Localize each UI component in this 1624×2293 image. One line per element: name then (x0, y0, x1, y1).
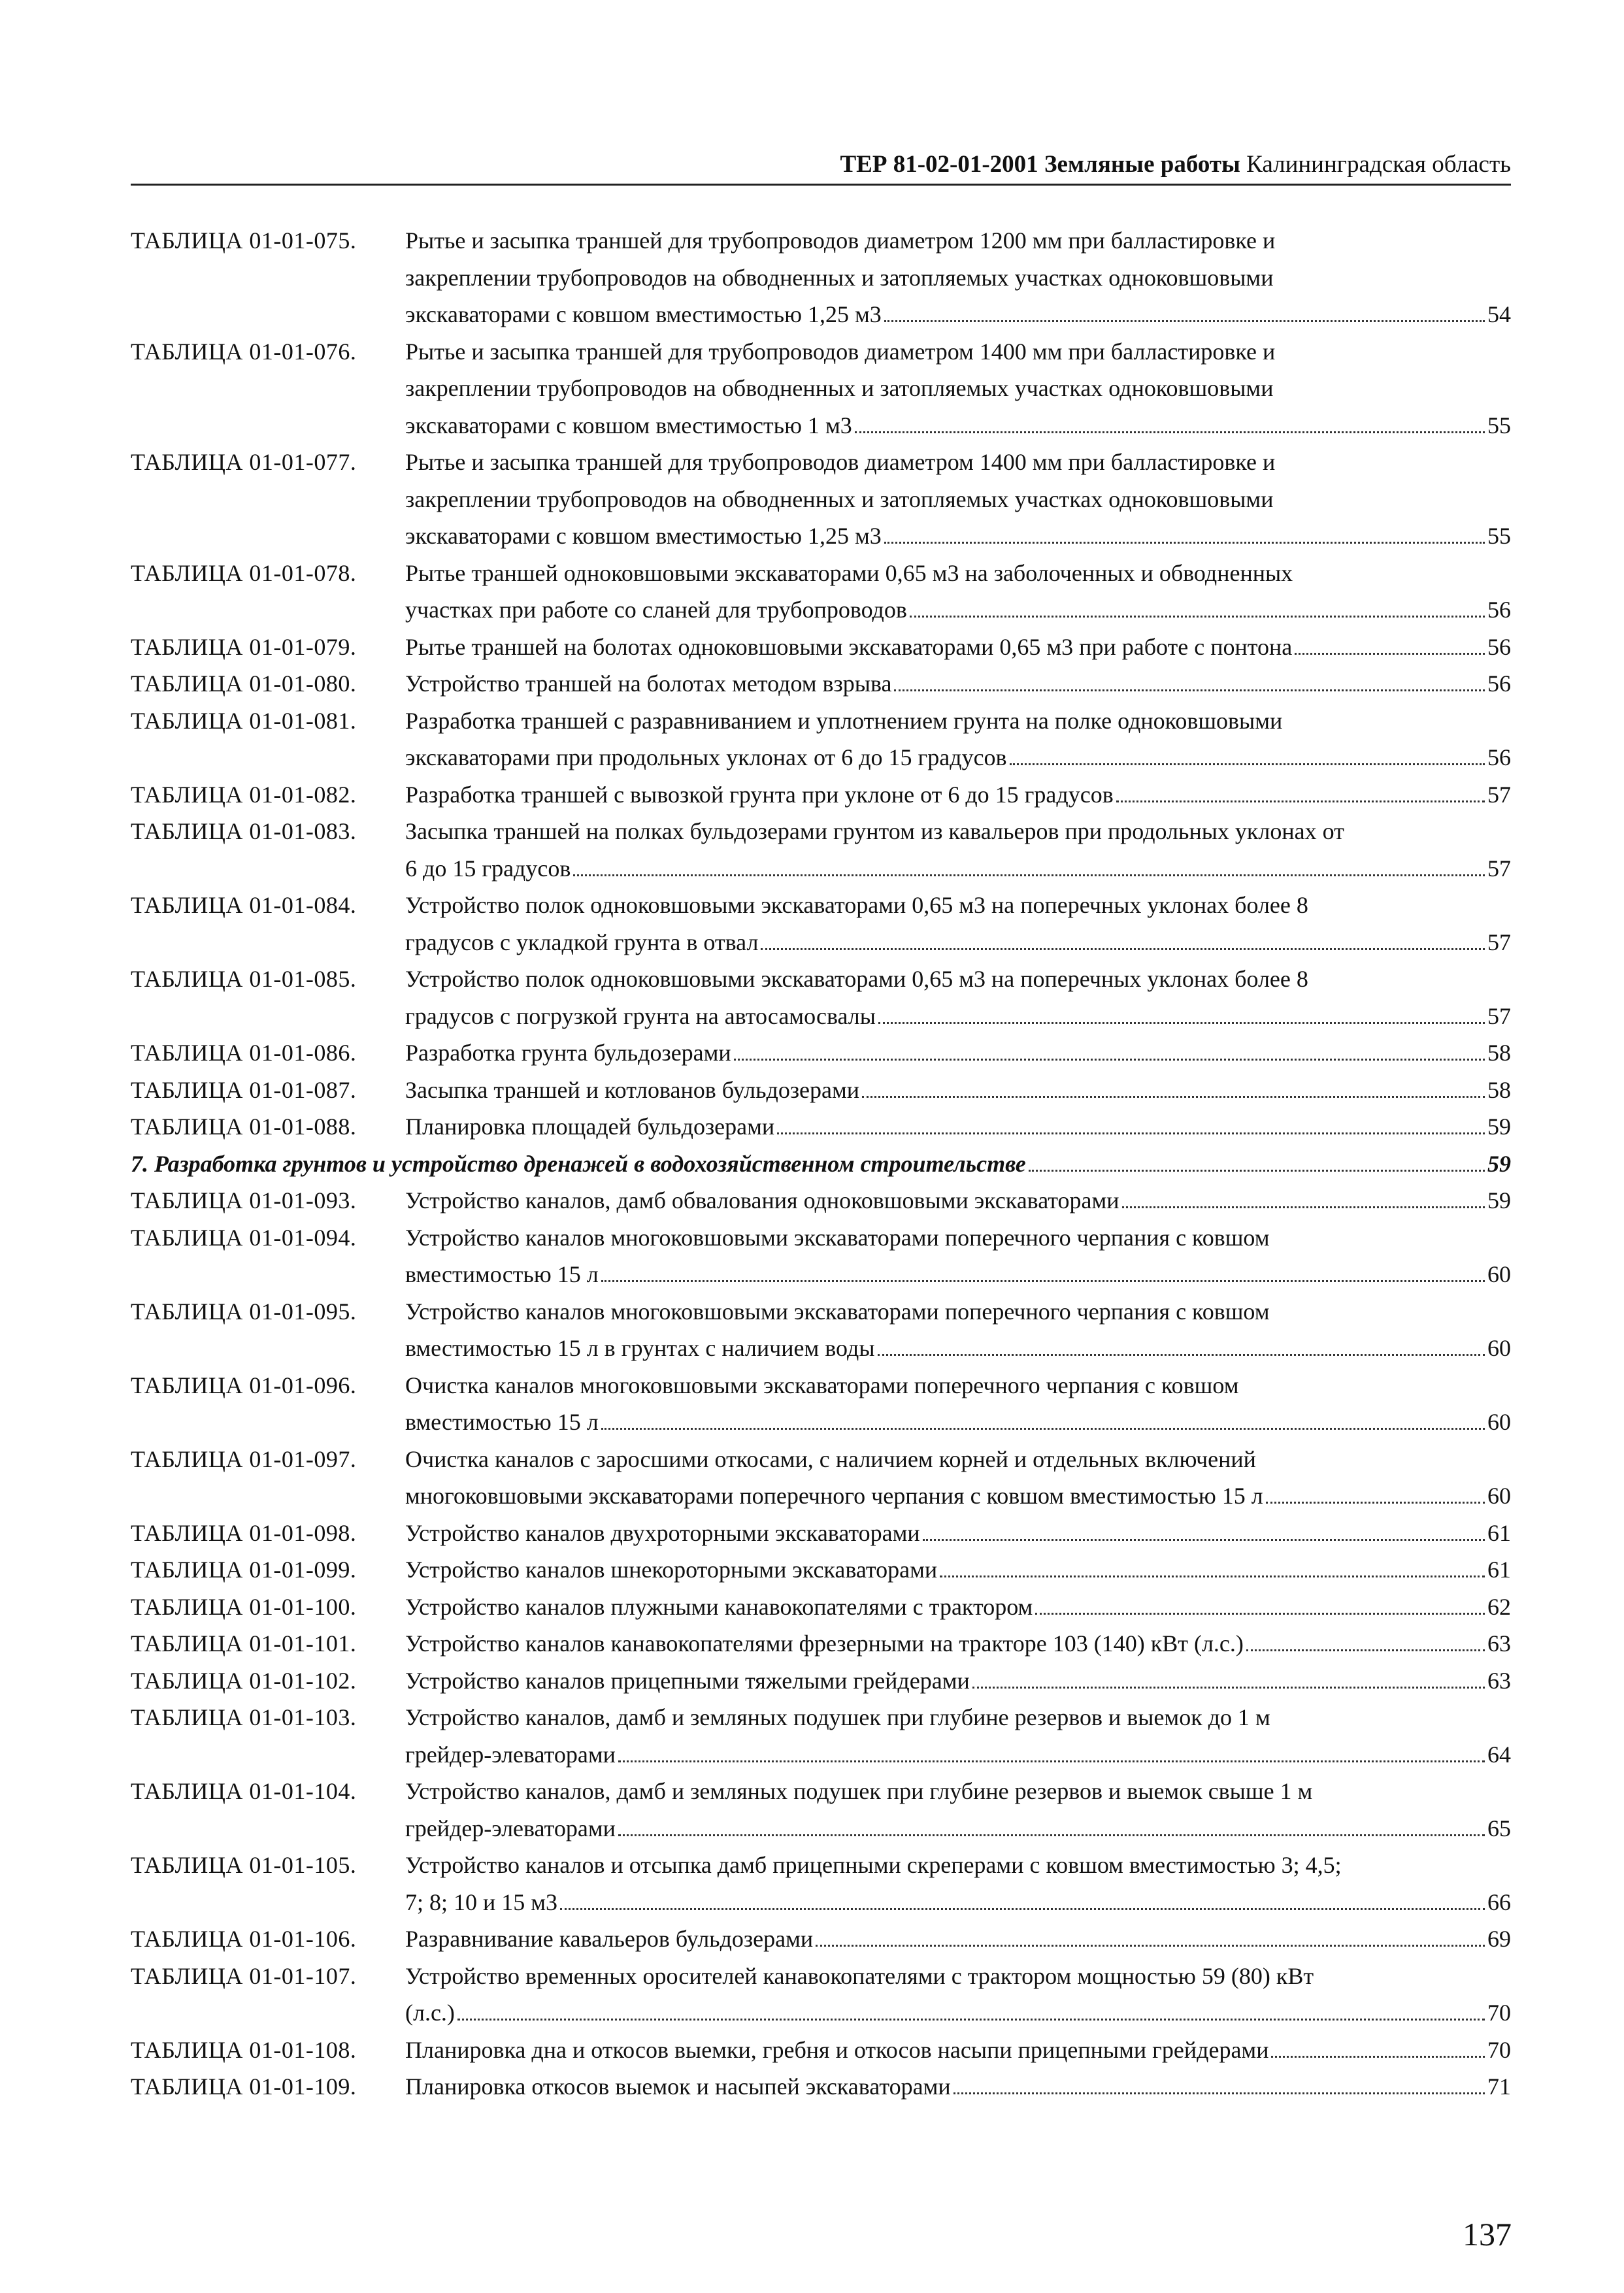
toc-entry-page: 57 (1487, 855, 1511, 882)
toc-entry-text-line: Рытье и засыпка траншей для трубопроводов диаметром 1400 мм при балластировке и (405, 449, 1276, 475)
toc-entry-text-line: Засыпка траншей на полках бульдозерами грунтом из кавальеров при продольных уклонах от (405, 818, 1344, 844)
toc-entry-page: 61 (1487, 1519, 1511, 1546)
toc-entry-page: 56 (1487, 633, 1511, 660)
toc-entry-text-line: Устройство полок одноковшовыми экскаваторами 0,65 м3 на поперечных уклонах более 8 (405, 966, 1308, 992)
toc-entry-last-line (405, 1515, 1511, 1552)
toc-entry-last-line (131, 1146, 1511, 1183)
toc-entry (131, 1515, 1511, 1552)
toc-entry (131, 1699, 1511, 1773)
dot-leader (923, 1539, 1485, 1541)
dot-leader (894, 689, 1485, 691)
toc-entry-page: 71 (1487, 2073, 1511, 2100)
dot-leader (884, 542, 1485, 544)
toc-entry-body (405, 1034, 1511, 1072)
toc-entry-body (405, 444, 1511, 555)
toc-entry-text-line: Устройство каналов двухроторными экскаваторами (405, 1519, 920, 1546)
toc-entry-text-line: Устройство каналов и отсыпка дамб прицепными скреперами с ковшом вместимостью 3; 4,5; (405, 1852, 1342, 1878)
toc-entry (131, 1182, 1511, 1219)
toc-entry-text-line: грейдер-элеваторами (405, 1815, 616, 1841)
toc-entry (131, 1551, 1511, 1589)
toc-entry-text-line: экскаваторами с ковшом вместимостью 1,25 м3 (405, 523, 882, 549)
toc-entry-label: ТАБЛИЦА 01-01-086. (131, 1040, 357, 1066)
toc-entry-page: 62 (1487, 1593, 1511, 1620)
toc-entry-body (405, 333, 1511, 444)
toc-entry-text-line: Рытье траншей одноковшовыми экскаваторами 0,65 м3 на заболоченных и обводненных (405, 559, 1293, 586)
toc-entry-last-line (405, 518, 1511, 555)
toc-entry-text-line: Устройство каналов канавокопателями фрезерными на тракторе 103 (140) кВт (л.с.) (405, 1630, 1244, 1657)
toc-entry (131, 1662, 1511, 1700)
toc-entry (131, 1367, 1511, 1441)
toc-entry-text-line: градусов с укладкой грунта в отвал (405, 929, 759, 955)
dot-leader (1035, 1613, 1485, 1615)
toc-entry-text-line: Разравнивание кавальеров бульдозерами (405, 1926, 814, 1952)
toc-entry-last-line (405, 1994, 1511, 2032)
toc-entry (131, 961, 1511, 1034)
toc-entry-last-line (405, 591, 1511, 629)
toc-entry-body (405, 1625, 1511, 1662)
toc-entry-body (405, 2032, 1511, 2069)
toc-entry-label: ТАБЛИЦА 01-01-093. (131, 1187, 357, 1213)
toc-entry (131, 1921, 1511, 1958)
toc-entry-body (405, 1921, 1511, 1958)
toc-entry-body (405, 1182, 1511, 1219)
region-name: Калининградская область (1246, 151, 1511, 178)
toc-entry-text-line: многоковшовыми экскаваторами поперечного черпания с ковшом вместимостью 15 л (405, 1483, 1263, 1509)
toc-entry (131, 887, 1511, 961)
toc-entry-last-line (405, 1662, 1511, 1700)
toc-entry-label: ТАБЛИЦА 01-01-077. (131, 449, 357, 475)
toc-entry-text-line: закреплении трубопроводов на обводненных и затопляемых участках одноковшовыми (405, 486, 1274, 512)
toc-entry-text-line: 7. Разработка грунтов и устройство дренажей в водохозяйственном строительстве (131, 1150, 1026, 1177)
toc-entry-body (405, 1293, 1511, 1367)
toc-entry-label: ТАБЛИЦА 01-01-080. (131, 670, 357, 697)
dot-leader (940, 1575, 1485, 1577)
toc-entry-label: ТАБЛИЦА 01-01-097. (131, 1445, 357, 1472)
toc-entry (131, 813, 1511, 887)
toc-entry-last-line (405, 924, 1511, 961)
toc-entry-text-line: Устройство каналов многоковшовыми экскаваторами поперечного черпания с ковшом (405, 1224, 1270, 1251)
dot-leader (560, 1908, 1485, 1910)
toc-entry-text-line: Разработка грунта бульдозерами (405, 1040, 731, 1066)
toc-entry-last-line (405, 296, 1511, 333)
toc-entry-text-line: Планировка откосов выемок и насыпей экскаваторами (405, 2073, 951, 2100)
dot-leader (1295, 653, 1485, 655)
toc-entry (131, 1625, 1511, 1662)
toc-entry-text-line: (л.с.) (405, 2000, 455, 2026)
dot-leader (457, 2019, 1485, 2021)
toc-entry-last-line (405, 1404, 1511, 1441)
toc-entry-label: ТАБЛИЦА 01-01-081. (131, 707, 357, 734)
header-rule (131, 184, 1511, 186)
toc-entry-body (405, 1367, 1511, 1441)
toc-entry-last-line (405, 739, 1511, 776)
toc-entry-text-line: Устройство каналов, дамб и земляных подушек при глубине резервов и выемок свыше 1 м (405, 1778, 1313, 1804)
toc-entry-text-line: Устройство каналов, дамб обвалования одноковшовыми экскаваторами (405, 1187, 1119, 1213)
table-of-contents (131, 222, 1511, 2105)
toc-entry-text-line: Очистка каналов многоковшовыми экскаваторами поперечного черпания с ковшом (405, 1372, 1239, 1398)
toc-entry-text-line: Устройство каналов прицепными тяжелыми грейдерами (405, 1667, 970, 1694)
toc-entry-last-line (405, 1477, 1511, 1515)
toc-entry-text-line: Устройство каналов многоковшовыми экскаваторами поперечного черпания с ковшом (405, 1298, 1270, 1325)
toc-entry-text-line: Рытье и засыпка траншей для трубопроводов диаметром 1200 мм при балластировке и (405, 227, 1276, 254)
toc-entry-body (405, 1441, 1511, 1515)
toc-entry-body (405, 1219, 1511, 1293)
dot-leader (761, 948, 1485, 950)
toc-entry (131, 665, 1511, 702)
toc-entry-body (405, 1958, 1511, 2032)
toc-entry-text-line: Разработка траншей с вывозкой грунта при уклоне от 6 до 15 градусов (405, 781, 1114, 808)
toc-entry-body (405, 813, 1511, 887)
document-code: ТЕР 81-02-01-2001 (840, 151, 1038, 178)
toc-entry-label: ТАБЛИЦА 01-01-103. (131, 1704, 357, 1730)
toc-entry-body (405, 702, 1511, 776)
toc-entry-last-line (405, 665, 1511, 702)
toc-entry-page: 57 (1487, 1002, 1511, 1029)
toc-entry (131, 776, 1511, 814)
running-header (131, 150, 1511, 178)
toc-entry-text-line: закреплении трубопроводов на обводненных и затопляемых участках одноковшовыми (405, 264, 1274, 291)
toc-entry-label: ТАБЛИЦА 01-01-105. (131, 1852, 357, 1878)
toc-entry-label: ТАБЛИЦА 01-01-094. (131, 1224, 357, 1251)
toc-entry (131, 1958, 1511, 2032)
toc-entry-last-line (405, 1330, 1511, 1367)
toc-entry-label: ТАБЛИЦА 01-01-098. (131, 1519, 357, 1546)
dot-leader (972, 1687, 1485, 1689)
toc-entry-text-line: Устройство каналов плужными канавокопателями с трактором (405, 1593, 1033, 1620)
dot-leader (816, 1945, 1485, 1947)
toc-entry-text-line: Засыпка траншей и котлованов бульдозерами (405, 1076, 860, 1103)
toc-entry-page: 56 (1487, 670, 1511, 697)
toc-entry-last-line (405, 776, 1511, 814)
toc-entry-body (405, 665, 1511, 702)
toc-entry-last-line (405, 1625, 1511, 1662)
toc-entry-body (405, 887, 1511, 961)
toc-entry-last-line (405, 2032, 1511, 2069)
toc-entry-label: ТАБЛИЦА 01-01-100. (131, 1593, 357, 1620)
toc-entry-label: ТАБЛИЦА 01-01-085. (131, 966, 357, 992)
toc-entry-label: ТАБЛИЦА 01-01-096. (131, 1372, 357, 1398)
toc-entry-label: ТАБЛИЦА 01-01-076. (131, 338, 357, 365)
toc-entry-last-line (405, 1884, 1511, 1921)
toc-entry-page: 54 (1487, 301, 1511, 327)
toc-entry-text-line: Рытье траншей на болотах одноковшовыми экскаваторами 0,65 м3 при работе с понтона (405, 633, 1293, 660)
toc-entry (131, 1219, 1511, 1293)
toc-entry (131, 333, 1511, 444)
toc-entry-page: 57 (1487, 781, 1511, 808)
toc-entry-label: ТАБЛИЦА 01-01-109. (131, 2073, 357, 2100)
toc-entry (131, 555, 1511, 629)
toc-entry-page: 57 (1487, 929, 1511, 955)
toc-entry-label: ТАБЛИЦА 01-01-102. (131, 1667, 357, 1694)
toc-entry-last-line (405, 1108, 1511, 1146)
toc-entry-body (405, 961, 1511, 1034)
toc-entry (131, 444, 1511, 555)
toc-entry-body (405, 629, 1511, 666)
dot-leader (1266, 1502, 1485, 1504)
toc-entry-text-line: участках при работе со сланей для трубопроводов (405, 597, 907, 623)
dot-leader (601, 1280, 1485, 1282)
toc-entry-label: ТАБЛИЦА 01-01-075. (131, 227, 357, 254)
dot-leader (878, 1022, 1485, 1024)
toc-entry-text-line: Устройство каналов шнекороторными экскаваторами (405, 1557, 938, 1583)
toc-entry-text-line: закреплении трубопроводов на обводненных и затопляемых участках одноковшовыми (405, 375, 1274, 401)
toc-entry-text-line: 7; 8; 10 и 15 м3 (405, 1889, 558, 1915)
toc-entry-body (405, 1551, 1511, 1589)
dot-leader (734, 1059, 1485, 1061)
toc-entry (131, 1441, 1511, 1515)
toc-entry-body (405, 1662, 1511, 1700)
toc-entry-last-line (405, 850, 1511, 887)
toc-entry-body (405, 555, 1511, 629)
toc-entry-page: 58 (1487, 1040, 1511, 1066)
toc-entry-last-line (405, 1589, 1511, 1626)
toc-entry-text-line: Устройство каналов, дамб и земляных подушек при глубине резервов и выемок до 1 м (405, 1704, 1270, 1730)
toc-entry-page: 55 (1487, 523, 1511, 549)
toc-entry-page: 60 (1487, 1409, 1511, 1435)
toc-entry-last-line (405, 998, 1511, 1035)
toc-entry-text-line: вместимостью 15 л в грунтах с наличием воды (405, 1335, 875, 1361)
toc-entry-page: 65 (1487, 1815, 1511, 1841)
toc-entry-page: 66 (1487, 1889, 1511, 1915)
toc-entry-label: ТАБЛИЦА 01-01-088. (131, 1114, 357, 1140)
toc-entry-last-line (405, 1072, 1511, 1109)
toc-entry (131, 702, 1511, 776)
toc-section-heading (131, 1146, 1511, 1183)
toc-entry-body (405, 2068, 1511, 2105)
toc-entry-label: ТАБЛИЦА 01-01-101. (131, 1630, 357, 1657)
toc-entry-text-line: Рытье и засыпка траншей для трубопроводов диаметром 1400 мм при балластировке и (405, 338, 1276, 365)
dot-leader (1029, 1170, 1485, 1172)
toc-entry-text-line: 6 до 15 градусов (405, 855, 571, 882)
toc-entry-body (405, 222, 1511, 333)
dot-leader (777, 1132, 1485, 1134)
toc-entry (131, 1108, 1511, 1146)
toc-entry-body (405, 1072, 1511, 1109)
toc-entry-label: ТАБЛИЦА 01-01-095. (131, 1298, 357, 1325)
toc-entry-label: ТАБЛИЦА 01-01-087. (131, 1076, 357, 1103)
toc-entry-text-line: Устройство временных оросителей канавокопателями с трактором мощностью 59 (80) кВт (405, 1962, 1314, 1989)
toc-entry-page: 69 (1487, 1926, 1511, 1952)
toc-entry-label: ТАБЛИЦА 01-01-078. (131, 559, 357, 586)
toc-entry-text-line: экскаваторами с ковшом вместимостью 1,25 м3 (405, 301, 882, 327)
dot-leader (618, 1760, 1485, 1762)
dot-leader (953, 2092, 1485, 2094)
toc-entry-last-line (405, 1810, 1511, 1847)
toc-entry (131, 1072, 1511, 1109)
toc-entry (131, 1847, 1511, 1921)
toc-entry-page: 56 (1487, 744, 1511, 770)
toc-entry-page: 70 (1487, 2036, 1511, 2063)
toc-entry-page: 59 (1487, 1114, 1511, 1140)
toc-entry-body (405, 1847, 1511, 1921)
toc-entry-body (405, 1515, 1511, 1552)
toc-entry-text-line: Планировка площадей бульдозерами (405, 1114, 775, 1140)
dot-leader (910, 616, 1485, 618)
toc-entry-page: 63 (1487, 1630, 1511, 1657)
toc-entry (131, 629, 1511, 666)
toc-entry-last-line (405, 1921, 1511, 1958)
toc-entry-text-line: экскаваторами с ковшом вместимостью 1 м3 (405, 412, 852, 438)
toc-entry-text-line: Разработка траншей с разравниванием и уплотнением грунта на полке одноковшовыми (405, 707, 1283, 734)
toc-entry-text-line: вместимостью 15 л (405, 1409, 599, 1435)
dot-leader (618, 1834, 1485, 1836)
toc-entry-page: 61 (1487, 1557, 1511, 1583)
toc-entry-label: ТАБЛИЦА 01-01-107. (131, 1962, 357, 1989)
toc-entry-page: 56 (1487, 597, 1511, 623)
toc-entry-text-line: экскаваторами при продольных уклонах от 6 до 15 градусов (405, 744, 1007, 770)
toc-entry-label: ТАБЛИЦА 01-01-104. (131, 1778, 357, 1804)
toc-entry-text-line: грейдер-элеваторами (405, 1741, 616, 1768)
toc-entry-last-line (405, 1256, 1511, 1293)
toc-entry-page: 60 (1487, 1335, 1511, 1361)
dot-leader (878, 1354, 1485, 1356)
toc-entry-page: 59 (1487, 1187, 1511, 1213)
toc-entry (131, 1589, 1511, 1626)
dot-leader (884, 320, 1485, 322)
toc-entry-label: ТАБЛИЦА 01-01-084. (131, 892, 357, 918)
toc-entry-label: ТАБЛИЦА 01-01-082. (131, 781, 357, 808)
toc-entry-text-line: Устройство траншей на болотах методом взрыва (405, 670, 892, 697)
toc-entry-last-line (405, 629, 1511, 666)
toc-entry-body (405, 1773, 1511, 1847)
dot-leader (573, 874, 1485, 876)
toc-entry-last-line (405, 1736, 1511, 1773)
toc-entry-text-line: Очистка каналов с заросшими откосами, с наличием корней и отдельных включений (405, 1445, 1256, 1472)
toc-entry-text-line: вместимостью 15 л (405, 1261, 599, 1287)
toc-entry-label: ТАБЛИЦА 01-01-106. (131, 1926, 357, 1952)
toc-entry (131, 1773, 1511, 1847)
dot-leader (1122, 1206, 1485, 1208)
dot-leader (862, 1096, 1485, 1098)
toc-entry-label: ТАБЛИЦА 01-01-099. (131, 1557, 357, 1583)
toc-entry (131, 2068, 1511, 2105)
toc-entry-label: ТАБЛИЦА 01-01-083. (131, 818, 357, 844)
toc-entry-text-line: градусов с погрузкой грунта на автосамосвалы (405, 1002, 876, 1029)
toc-entry (131, 2032, 1511, 2069)
page-number: 137 (1463, 2216, 1512, 2252)
toc-entry-body (405, 1589, 1511, 1626)
toc-entry-text-line: Планировка дна и откосов выемки, гребня и откосов насыпи прицепными грейдерами (405, 2036, 1269, 2063)
toc-entry-label: ТАБЛИЦА 01-01-079. (131, 633, 357, 660)
document-title: Земляные работы (1044, 151, 1240, 178)
toc-entry-last-line (405, 1034, 1511, 1072)
toc-entry-last-line (405, 2068, 1511, 2105)
toc-entry (131, 1293, 1511, 1367)
dot-leader (1116, 800, 1485, 802)
toc-entry-page: 60 (1487, 1483, 1511, 1509)
toc-entry-body (405, 776, 1511, 814)
toc-entry (131, 1034, 1511, 1072)
toc-entry (131, 222, 1511, 333)
toc-entry-body (405, 1699, 1511, 1773)
toc-entry-last-line (405, 1551, 1511, 1589)
toc-entry-page: 60 (1487, 1261, 1511, 1287)
toc-entry-last-line (405, 1182, 1511, 1219)
dot-leader (1246, 1649, 1485, 1651)
toc-entry-page: 58 (1487, 1076, 1511, 1103)
toc-entry-text-line: Устройство полок одноковшовыми экскаваторами 0,65 м3 на поперечных уклонах более 8 (405, 892, 1308, 918)
toc-entry-page: 64 (1487, 1741, 1511, 1768)
toc-entry-last-line (405, 407, 1511, 444)
toc-entry-page: 55 (1487, 412, 1511, 438)
toc-entry-page: 70 (1487, 2000, 1511, 2026)
toc-entry-label: ТАБЛИЦА 01-01-108. (131, 2036, 357, 2063)
toc-entry-page: 63 (1487, 1667, 1511, 1694)
dot-leader (1010, 763, 1485, 765)
dot-leader (1271, 2056, 1485, 2058)
toc-entry-body (405, 1108, 1511, 1146)
dot-leader (601, 1428, 1485, 1430)
dot-leader (855, 431, 1485, 433)
toc-entry-page: 59 (1487, 1150, 1511, 1177)
